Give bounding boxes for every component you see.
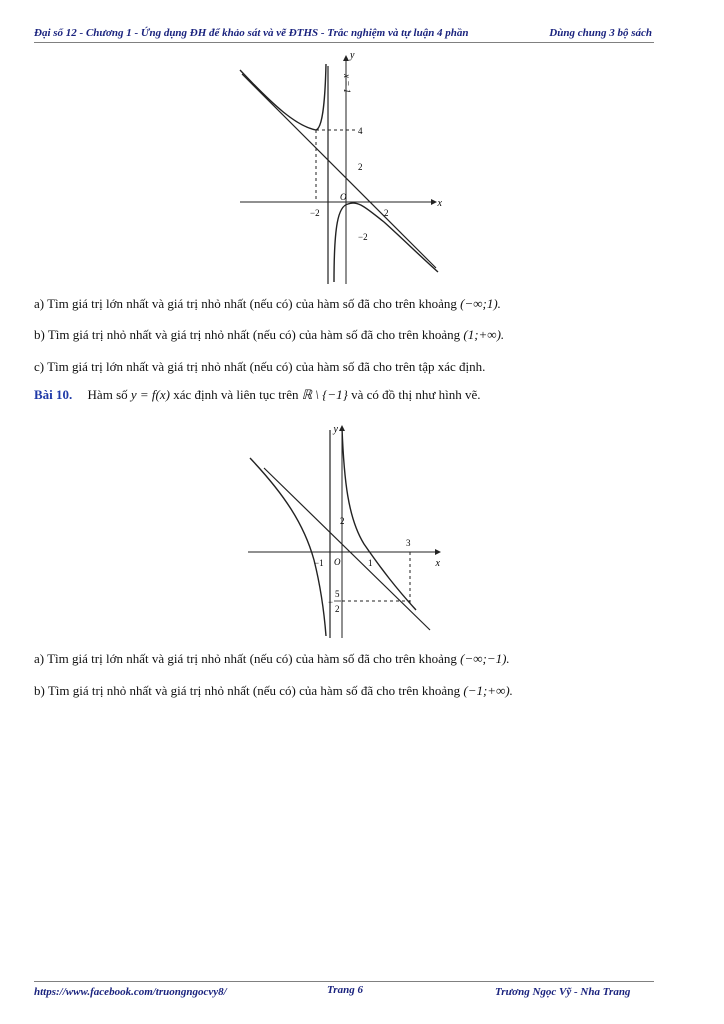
graph2-left-branch	[250, 458, 326, 636]
graph1-y-label: y	[350, 50, 355, 61]
graph2-tick-y2: 2	[340, 516, 345, 526]
question-10b: b) Tìm giá trị nhỏ nhất và giá trị nhỏ nhất (nếu có) của hàm số đã cho trên khoảng (−1;+∞).	[34, 683, 513, 698]
graph1-tick-y4: 4	[358, 126, 363, 136]
question-1a: a) Tìm giá trị lớn nhất và giá trị nhỏ nhất (nếu có) của hàm số đã cho trên khoảng (−∞;1).	[34, 296, 501, 311]
question-1b: b) Tìm giá trị nhỏ nhất và giá trị nhỏ nhất (nếu có) của hàm số đã cho trên khoảng (1;+∞).	[34, 327, 505, 342]
problem-10: Bài 10. Hàm số y = f(x) xác định và liên tục trên ℝ \ {−1} và có đồ thị như hình vẽ.	[34, 387, 481, 402]
graph2-tick-xm1: −1	[314, 558, 324, 568]
graph1-tick-x2: 2	[384, 208, 389, 218]
graph1-tick-xm2: −2	[310, 208, 320, 218]
question-1c: c) Tìm giá trị lớn nhất và giá trị nhỏ nhất (nếu có) của hàm số đã cho trên tập xác định.	[34, 359, 486, 374]
graph2-frac-num: 5	[335, 589, 340, 599]
graph-1	[234, 46, 444, 286]
graph2-origin: O	[334, 557, 341, 567]
graph2-tick-x3: 3	[406, 538, 411, 548]
graph2-tick-x1: 1	[368, 558, 373, 568]
graph-2	[244, 420, 444, 640]
header-book-note: Dùng chung 3 bộ sách	[549, 27, 652, 39]
graph2-x-label: x	[435, 558, 440, 569]
page-header	[34, 26, 654, 43]
graph1-left-branch	[240, 64, 326, 130]
footer-author: Trương Ngọc Vỹ - Nha Trang	[495, 986, 631, 998]
graph2-right-branch	[342, 428, 416, 610]
graph2-frac-den: 2	[335, 604, 340, 614]
footer-link[interactable]: https://www.facebook.com/truongngocvy8/	[34, 986, 227, 998]
page-number: Trang 6	[327, 984, 363, 996]
graph2-frac-sign: −	[328, 597, 334, 607]
graph2-y-label: y	[333, 424, 338, 435]
problem-10-label: Bài 10.	[34, 387, 73, 402]
graph1-origin: O	[340, 192, 347, 202]
footer-divider	[34, 981, 654, 982]
graph1-x-label: x	[437, 198, 442, 209]
graph1-asymptote-label: x = 1	[342, 74, 352, 94]
graph1-tick-ym2: −2	[358, 232, 368, 242]
question-10a: a) Tìm giá trị lớn nhất và giá trị nhỏ nhất (nếu có) của hàm số đã cho trên khoảng (−∞;−1).	[34, 651, 510, 666]
header-title: Đại số 12 - Chương 1 - Ứng dụng ĐH để khảo sát và vẽ ĐTHS - Trắc nghiệm và tự luận 4 phần	[34, 27, 469, 39]
graph1-oblique-asymptote	[242, 74, 436, 268]
graph1-tick-y2: 2	[358, 162, 363, 172]
